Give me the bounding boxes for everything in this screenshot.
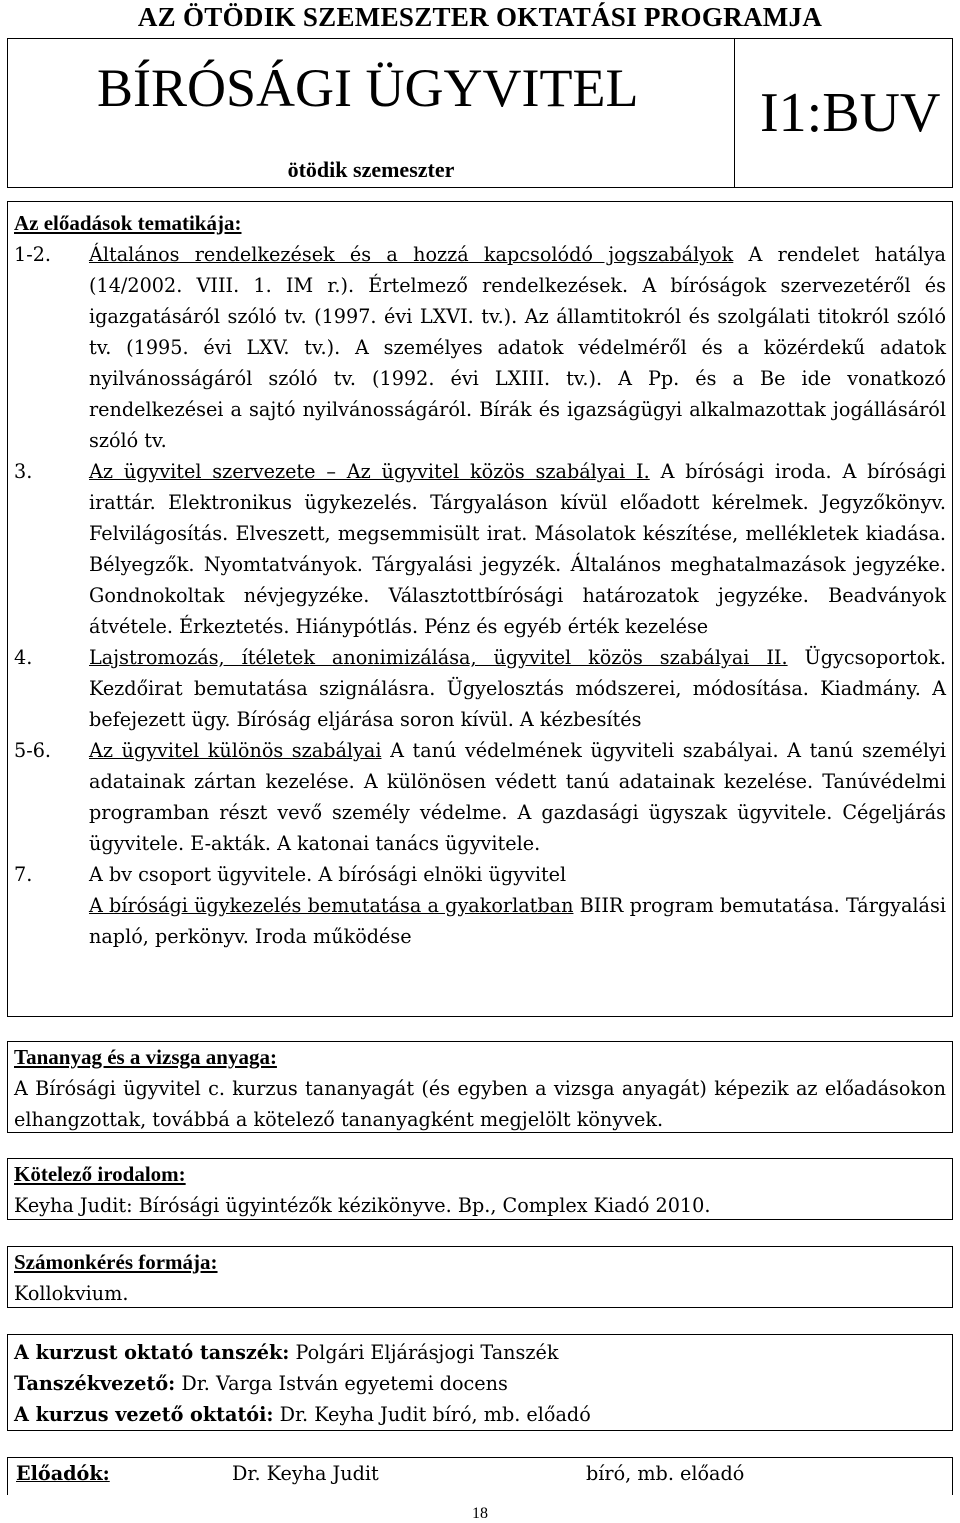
course-code: I1:BUV — [760, 82, 941, 144]
department-value: Polgári Eljárásjogi Tanszék — [289, 1341, 559, 1364]
topic-item — [14, 735, 946, 859]
topic-title: A bírósági ügykezelés bemutatása a gyakorlatban — [89, 894, 574, 917]
exam-text: Kollokvium. — [14, 1282, 129, 1305]
topic-title: Lajstromozás, ítéletek anonimizálása, ügyvitel közös szabályai II. — [89, 646, 788, 669]
topic-item — [14, 859, 946, 952]
topic-text: A bv csoport ügyvitele. A bírósági elnöki ügyvitel — [89, 863, 567, 886]
exam-section — [7, 1246, 953, 1308]
presenters-row — [7, 1457, 953, 1495]
program-title: AZ ÖTÖDIK SZEMESZTER OKTATÁSI PROGRAMJA — [137, 2, 823, 32]
lecturers-label: A kurzus vezető oktatói: — [14, 1403, 274, 1426]
topic-number: 1-2. — [14, 243, 51, 266]
material-heading: Tananyag és a vizsga anyaga: — [14, 1045, 277, 1069]
topic-number: 3. — [14, 460, 33, 483]
material-text: A Bírósági ügyvitel c. kurzus tananyagát (és egyben a vizsga anyagát) képezik az előadásokon elhangzottak, továbbá a kötelező tananyagként megjelölt könyvek. — [14, 1077, 946, 1131]
material-section — [7, 1041, 953, 1133]
course-name: BÍRÓSÁGI ÜGYVITEL — [97, 58, 639, 118]
topic-title: Általános rendelkezések és a hozzá kapcsolódó jogszabályok — [89, 243, 734, 266]
topic-item — [14, 642, 946, 735]
topic-text: A tanú védelmének ügyviteli szabályai. A tanú személyi adatainak zártan kezelése. A különösen védett tanú adatainak kezelése. Tanúvédelmi programban részt vevő személy védelme. A gazdasági ügyszak ügyvitele. Cégeljárás ügyvitele. E-akták. A katonai tanács ügyvitele. — [89, 739, 946, 855]
head-label: Tanszékvezető: — [14, 1372, 176, 1395]
lecturers-value: Dr. Keyha Judit bíró, mb. előadó — [273, 1403, 591, 1426]
presenter-role: bíró, mb. előadó — [586, 1462, 745, 1485]
literature-text: Keyha Judit: Bírósági ügyintézők kézikönyve. Bp., Complex Kiadó 2010. — [14, 1194, 711, 1217]
staff-section — [7, 1334, 953, 1431]
topic-text: BIIR program bemutatása. Tárgyalási napló, perkönyv. Iroda működése — [89, 894, 946, 948]
topic-number: 7. — [14, 863, 33, 886]
topic-text: A rendelet hatálya (14/2002. VIII. 1. IM r.). Értelmező rendelkezések. A bíróságok szervezetéről és igazgatásáról szóló tv. (1997. évi LXVI. tv.). Az államtitokról és szolgálati titokról szóló tv. (1995. évi LXV. tv.). A személyes adatok védelméről és a közérdekű adatok nyilvánosságáról szóló tv. (1992. évi LXIII. tv.). A Pp. és a Be ide vonatkozó rendelkezései a sajtó nyilvánosságáról. Bírák és igazságügyi alkalmazottak jogállásáról szóló tv. — [89, 243, 946, 452]
topics-section — [7, 201, 953, 1017]
topic-number: 5-6. — [14, 739, 51, 762]
topics-heading: Az előadások tematikája: — [14, 211, 242, 235]
course-header-left — [8, 39, 735, 187]
literature-heading: Kötelező irodalom: — [14, 1162, 186, 1186]
head-value: Dr. Varga István egyetemi docens — [175, 1372, 508, 1395]
topic-title: Az ügyvitel szervezete – Az ügyvitel közös szabályai I. — [89, 460, 650, 483]
department-label: A kurzust oktató tanszék: — [14, 1341, 290, 1364]
presenters-label: Előadók: — [16, 1462, 110, 1485]
topic-text: A bírósági iroda. A bírósági irattár. Elektronikus ügykezelés. Tárgyaláson kívül előadott kérelmek. Jegyzőkönyv. Felvilágosítás. Elveszett, megsemmisült irat. Másolatok készítése, mellékletek kiadása. Bélyegzők. Nyomtatványok. Tárgyalási jegyzék. Általános meghatalmazások jegyzéke. Gondnokoltak névjegyzéke. Választottbírósági határozatok jegyzéke. Beadványok átvétele. Érkeztetés. Hiánypótlás. Pénz és egyéb érték kezelése — [89, 460, 946, 638]
topic-text: Ügycsoportok. Kezdőirat bemutatása szignálásra. Ügyelosztás módszerei, módosítása. Kiadmány. A befejezett ügy. Bíróság eljárása soron kívül. A kézbesítés — [89, 646, 946, 731]
topic-item — [14, 456, 946, 642]
page-number: 18 — [472, 1505, 488, 1522]
semester-label: ötödik szemeszter — [287, 157, 455, 182]
presenter-name: Dr. Keyha Judit — [232, 1462, 379, 1485]
course-header — [7, 38, 953, 188]
literature-section — [7, 1158, 953, 1220]
exam-heading: Számonkérés formája: — [14, 1250, 218, 1274]
topic-item — [14, 239, 946, 456]
topic-number: 4. — [14, 646, 33, 669]
topic-title: Az ügyvitel különös szabályai — [89, 739, 382, 762]
